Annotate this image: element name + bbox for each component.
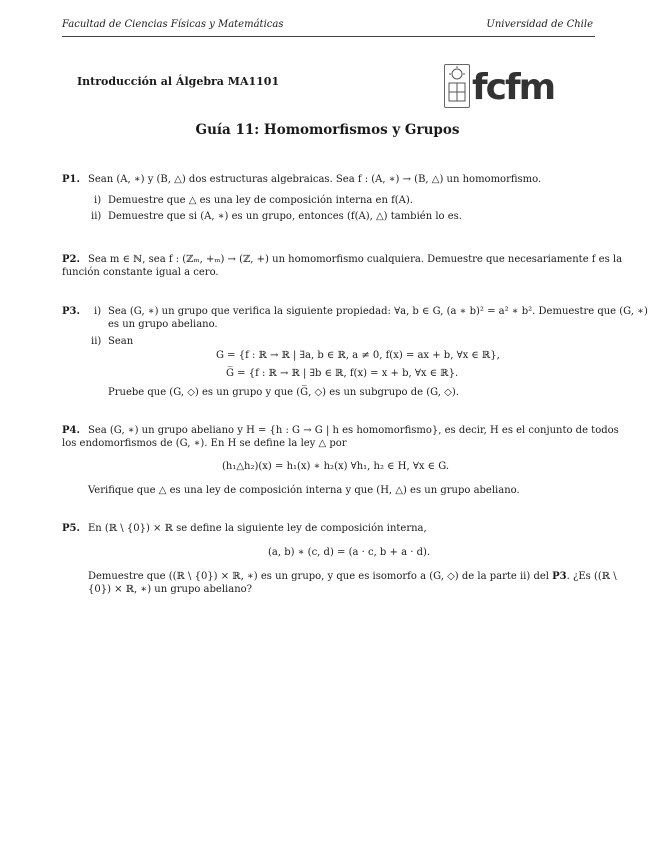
p3-item-i-line1: Sea (G, ∗) un grupo que verifica la siguiente propiedad: ∀a, b ∈ G, (a ∗ b)² = a² ∗ b². Demuestre que (G, ∗) (108, 306, 648, 317)
university-seal-icon (444, 64, 470, 108)
p5-closing-ref: P3 (552, 571, 567, 582)
p3-label: P3. (62, 306, 80, 317)
p2-line2: función constante igual a cero. (62, 267, 219, 278)
p5-equation: (a, b) ∗ (c, d) = (a · c, b + a · d). (268, 547, 431, 558)
course-name: Introducción al Álgebra MA1101 (77, 75, 280, 88)
fcfm-logo (444, 62, 555, 112)
p4-label: P4. (62, 425, 80, 436)
fcfm-wordmark: fcfm (472, 67, 555, 108)
p1-item-ii-num: ii) (91, 211, 102, 222)
header-rule (62, 36, 595, 37)
p1-item-i-num: i) (94, 195, 102, 206)
p5-line1: En (ℝ \ {0}) × ℝ se define la siguiente ley de composición interna, (88, 523, 427, 534)
p5-closing-text-a: Demuestre que ((ℝ \ {0}) × ℝ, ∗) es un grupo, y que es isomorfo a (G, ◇) de la parte ii) del (88, 571, 553, 582)
p5-closing-line1 (88, 570, 617, 583)
p5-label: P5. (62, 523, 80, 534)
p3-item-ii-text: Sean (108, 336, 134, 347)
p2-line1: Sea m ∈ ℕ, sea f : (ℤₘ, +ₘ) → (ℤ, +) un homomorfismo cualquiera. Demuestre que necesariamente f es la (88, 254, 623, 265)
p4-line2: los endomorfismos de (G, ∗). En H se define la ley △ por (62, 438, 347, 449)
p3-equation-g: G = {f : ℝ → ℝ | ∃a, b ∈ ℝ, a ≠ 0, f(x) = ax + b, ∀x ∈ ℝ}, (216, 350, 500, 361)
p1-text: Sean (A, ∗) y (B, △) dos estructuras algebraicas. Sea f : (A, ∗) → (B, △) un homomorfismo. (88, 174, 542, 185)
page-title: Guía 11: Homomorfismos y Grupos (195, 122, 460, 138)
p2-label: P2. (62, 254, 80, 265)
p3-item-i-line2: es un grupo abeliano. (108, 319, 218, 330)
p5-closing-text-b: . ¿Es ((ℝ \ (566, 571, 617, 582)
p1-label: P1. (62, 174, 80, 185)
p3-item-ii-num: ii) (91, 336, 102, 347)
p3-item-i-num: i) (94, 306, 102, 317)
p4-line1: Sea (G, ∗) un grupo abeliano y H = {h : G → G | h es homomorfismo}, es decir, H es el conjunto de todos (88, 425, 619, 436)
p3-closing: Pruebe que (G, ◇) es un grupo y que (G̅, ◇) es un subgrupo de (G, ◇). (108, 387, 459, 398)
p1-item-i-text: Demuestre que △ es una ley de composición interna en f(A). (108, 195, 413, 206)
p4-closing: Verifique que △ es una ley de composición interna y que (H, △) es un grupo abeliano. (88, 485, 520, 496)
header-faculty: Facultad de Ciencias Físicas y Matemáticas (62, 19, 284, 30)
p4-equation: (h₁△h₂)(x) = h₁(x) ∗ h₂(x) ∀h₁, h₂ ∈ H, ∀x ∈ G. (222, 461, 450, 472)
p5-closing-line2: {0}) × ℝ, ∗) un grupo abeliano? (88, 584, 253, 595)
header-university: Universidad de Chile (486, 19, 593, 30)
p1-item-ii-text: Demuestre que si (A, ∗) es un grupo, entonces (f(A), △) también lo es. (108, 211, 462, 222)
p3-equation-g-bar: G̅ = {f : ℝ → ℝ | ∃b ∈ ℝ, f(x) = x + b, ∀x ∈ ℝ}. (226, 368, 459, 379)
